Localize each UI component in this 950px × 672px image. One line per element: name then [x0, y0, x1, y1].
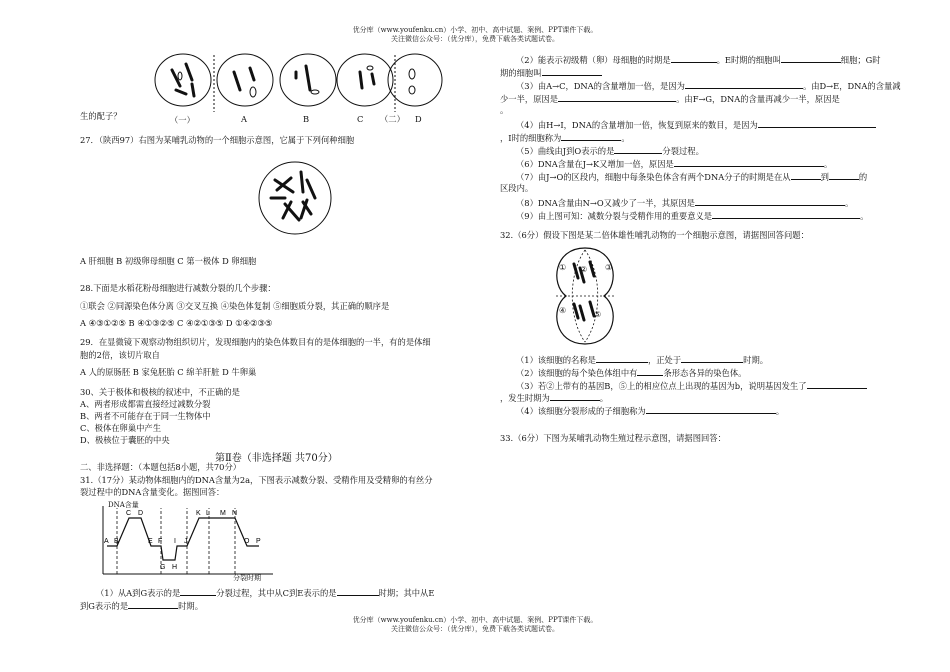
q27-cell-figure [255, 158, 335, 238]
chart-point-label: L [206, 510, 210, 517]
q31-part4-line2 [500, 131, 630, 144]
answer-blank[interactable] [781, 53, 841, 63]
chart-point-label: B [114, 538, 119, 545]
cell-label-c: C [357, 114, 364, 124]
q32-3a: （3）若②上带有的基因B，⑤上的相应位点上出现的基因为b，说明基因发生了 [516, 381, 807, 391]
answer-blank[interactable] [807, 379, 867, 389]
q29-line1: 29．在显微镜下观察动物组织切片，发现细胞内的染色体数目有的是体细胞的一半，有的是体细 [80, 337, 431, 347]
q28-steps: ①联会 ②同源染色体分离 ③交叉互换 ④染色体复制 ⑤细胞质分裂，其正确的顺序是 [80, 301, 390, 311]
q31-part6 [516, 157, 832, 170]
chart-point-label: M [220, 510, 226, 517]
header-line-1: 优分库（www.youfenku.cn）小学、初中、高中试题、案例、PPT课件下载。 [352, 26, 598, 34]
q30-text: 30、关于极体和极核的叙述中，不正确的是 [80, 387, 240, 397]
q31-part9 [516, 209, 868, 222]
q31-7c: 的 [858, 172, 868, 182]
answer-blank[interactable] [542, 66, 602, 76]
q29-options: A 人的原肠胚 B 家兔胚胎 C 绵羊肝脏 D 牛卵巢 [80, 367, 257, 377]
q31-part4-line1 [516, 118, 876, 131]
q31-part3-line2 [500, 92, 840, 105]
answer-blank[interactable] [712, 209, 860, 219]
cell-label-2: （二） [380, 114, 405, 124]
q28-text: 28.下面是水稻花粉母细胞进行减数分裂的几个步骤： [80, 283, 276, 293]
answer-blank[interactable] [681, 353, 743, 363]
q32-4b: 。 [775, 406, 785, 416]
q32-1b: ，正处于 [647, 355, 682, 365]
q32-text: 32.（6分）假设下图是某二倍体雄性哺乳动物的一个细胞示意图，请据图回答问题： [500, 230, 809, 240]
q31-1b: 分裂过程，其中从C到E表示的是 [216, 588, 337, 598]
footer-line-2: 关注微信公众号：（优分库），免费下载各类试题试卷。 [391, 625, 559, 633]
answer-blank[interactable] [685, 79, 803, 89]
section2-heading: 二、非选择题：（本题包括8小题，共70分） [80, 462, 242, 472]
q32-1c: 时期。 [743, 355, 769, 365]
q32-3b: ，发生时期为 [500, 393, 550, 403]
q31-3d: 。由F→G，DNA的含量再减少一半，原因是 [676, 94, 840, 104]
meiosis-cell-figures [150, 50, 440, 120]
q32-3c: 。 [599, 393, 609, 403]
q31-line2: 裂过程中的DNA含量变化。据图回答： [80, 487, 225, 497]
chart-point-label: H [172, 564, 178, 571]
page-header [0, 26, 950, 44]
q31-line1: 31.（17分）某动物体细胞内的DNA含量为2a，下图表示减数分裂、受精作用及受精卵的有丝分 [80, 475, 433, 485]
cell-label-b: B [303, 114, 310, 124]
answer-blank[interactable] [614, 144, 662, 154]
q32-part3-line2 [500, 391, 608, 404]
q31-3c: 少一半，原因是 [500, 94, 559, 104]
q32-cell-figure [548, 244, 622, 348]
q30-option-d: D、极核位于囊胚的中央 [80, 435, 170, 445]
chart-point-label: N [232, 510, 238, 517]
q32-1a: （1）该细胞的名称是 [516, 355, 596, 365]
q31-4b: ，I时的细胞称为 [500, 133, 562, 143]
q31-1e: 时期。 [178, 601, 204, 611]
chart-xlabel: 分裂时期 [233, 574, 261, 582]
q31-9b: 。 [860, 211, 869, 221]
answer-blank[interactable] [671, 53, 717, 63]
q32-label-2: ② [580, 265, 588, 274]
q27-options: A 肝细胞 B 初级卵母细胞 C 第一极体 D 卵细胞 [80, 256, 257, 266]
answer-blank[interactable] [637, 366, 663, 376]
chart-point-label: D [138, 510, 144, 517]
q31-1c: 时期；其中从E [378, 588, 435, 598]
answer-blank[interactable] [558, 92, 676, 102]
q32-2b: 条形态各异的染色体。 [663, 368, 747, 378]
q31-part2-line2 [500, 66, 602, 79]
q31-4a: （4）由H→I，DNA的含量增加一倍，恢复到原来的数目，是因为 [516, 120, 758, 130]
q31-5b: 分裂过程。 [662, 146, 704, 156]
cell-label-a: A [241, 114, 247, 124]
q28-options: A ④③①②⑤ B ④①③②⑤ C ④②①③⑤ D ①④②③⑤ [80, 318, 273, 328]
q31-3a: （3）由A→C，DNA的含量增加一倍，是因为 [516, 81, 685, 91]
q32-label-1: ① [559, 263, 567, 272]
q32-2a: （2）该细胞的每个染色体组中有 [516, 368, 638, 378]
q26-tail: 生的配子？ [80, 111, 122, 121]
q32-label-5: ⑤ [594, 310, 602, 319]
q30-option-c: C、极体在卵巢中产生 [80, 423, 162, 433]
q31-part5 [516, 144, 704, 157]
q33-text: 33.（6分）下图为某哺乳动物生殖过程示意图，请据图回答： [500, 433, 726, 443]
q31-2c: 细胞；G时 [840, 55, 881, 65]
chart-point-label: G [160, 564, 166, 571]
q31-6b: 。 [823, 159, 833, 169]
q31-7b: 到 [820, 172, 829, 182]
q31-part3-line1 [516, 79, 901, 92]
answer-blank[interactable] [695, 196, 845, 206]
q31-part1-line2 [80, 599, 203, 612]
cell-label-1: （一） [170, 115, 195, 125]
chart-point-label: A [104, 538, 109, 545]
q31-8: （8）DNA含量由N→O又减少了一半，其原因是 [516, 198, 695, 208]
q29-line2: 胞的2倍，该切片取自 [80, 350, 160, 360]
answer-blank[interactable] [337, 586, 379, 596]
chart-point-label: O [244, 538, 250, 545]
q32-part2 [516, 366, 746, 379]
q32-label-3: ③ [605, 263, 613, 272]
page-footer [0, 616, 950, 634]
q32-label-4: ④ [559, 306, 567, 315]
q31-4c: 。 [621, 133, 630, 143]
q30-option-b: B、两者不可能存在于同一生物体中 [80, 411, 211, 421]
header-line-2: 关注微信公众号：（优分库），免费下载各类试题试卷。 [391, 35, 559, 43]
chart-ylabel: DNA含量 [108, 501, 139, 509]
q31-part8 [516, 196, 853, 209]
chart-point-label: F [158, 538, 163, 545]
q31-7: （7）由J→O的区段内，细胞中每条染色体含有两个DNA分子的时期是在从 [516, 172, 791, 182]
chart-point-label: E [148, 538, 153, 545]
q31-2d: 期的细胞叫 [500, 68, 542, 78]
chart-point-label: J [184, 538, 188, 545]
q31-3b: 。由D→E，DNA的含量减 [802, 81, 901, 91]
answer-blank[interactable] [128, 599, 178, 609]
answer-blank[interactable] [758, 118, 876, 128]
q31-8b: 。 [844, 198, 854, 208]
answer-blank[interactable] [596, 353, 648, 363]
q31-2b: 。E时期的细胞叫 [716, 55, 781, 65]
q27-text: 27．（陕西97）右图为某哺乳动物的一个细胞示意图，它属于下列何种细胞 [80, 135, 355, 145]
q31-7d: 区段内。 [500, 183, 534, 193]
q31-2a: （2）能表示初级精（卵）母细胞的时期是 [516, 55, 671, 65]
answer-blank[interactable] [180, 586, 216, 596]
q32-4a: （4）该细胞分裂形成的子细胞称为 [516, 406, 646, 416]
chart-series-line [107, 518, 259, 560]
q31-part7-line1 [516, 170, 867, 183]
q31-part2-line1 [516, 53, 881, 66]
chart-point-label: C [126, 510, 132, 517]
answer-blank[interactable] [561, 131, 621, 141]
q31-part1-line1 [96, 586, 434, 599]
footer-line-1: 优分库（www.youfenku.cn）小学、初中、高中试题、案例、PPT课件下载。 [352, 616, 598, 624]
q31-1a: （1）从A到G表示的是 [96, 588, 181, 598]
answer-blank[interactable] [829, 170, 859, 180]
q32-part4 [516, 404, 784, 417]
answer-blank[interactable] [646, 404, 776, 414]
q31-6: （6）DNA含量在J→K又增加一倍，原因是 [516, 159, 674, 169]
q31-1d: 到G表示的是 [80, 601, 129, 611]
cell-label-d: D [415, 114, 422, 124]
part2-title: 第Ⅱ卷（非选择题 共70分） [215, 453, 338, 464]
chart-point-label: I [174, 538, 176, 545]
q32-part1 [516, 353, 768, 366]
q31-3e: 。 [500, 105, 509, 115]
q31-5: （5）曲线由J到O表示的是 [516, 146, 615, 156]
q30-option-a: A、两者形成都需直接经过减数分裂 [80, 399, 211, 409]
answer-blank[interactable] [550, 391, 600, 401]
chart-point-label: K [196, 510, 201, 517]
q31-9: （9）由上图可知：减数分裂与受精作用的重要意义是 [516, 211, 713, 221]
answer-blank[interactable] [791, 170, 821, 180]
chart-point-label: P [256, 538, 261, 545]
answer-blank[interactable] [674, 157, 824, 167]
